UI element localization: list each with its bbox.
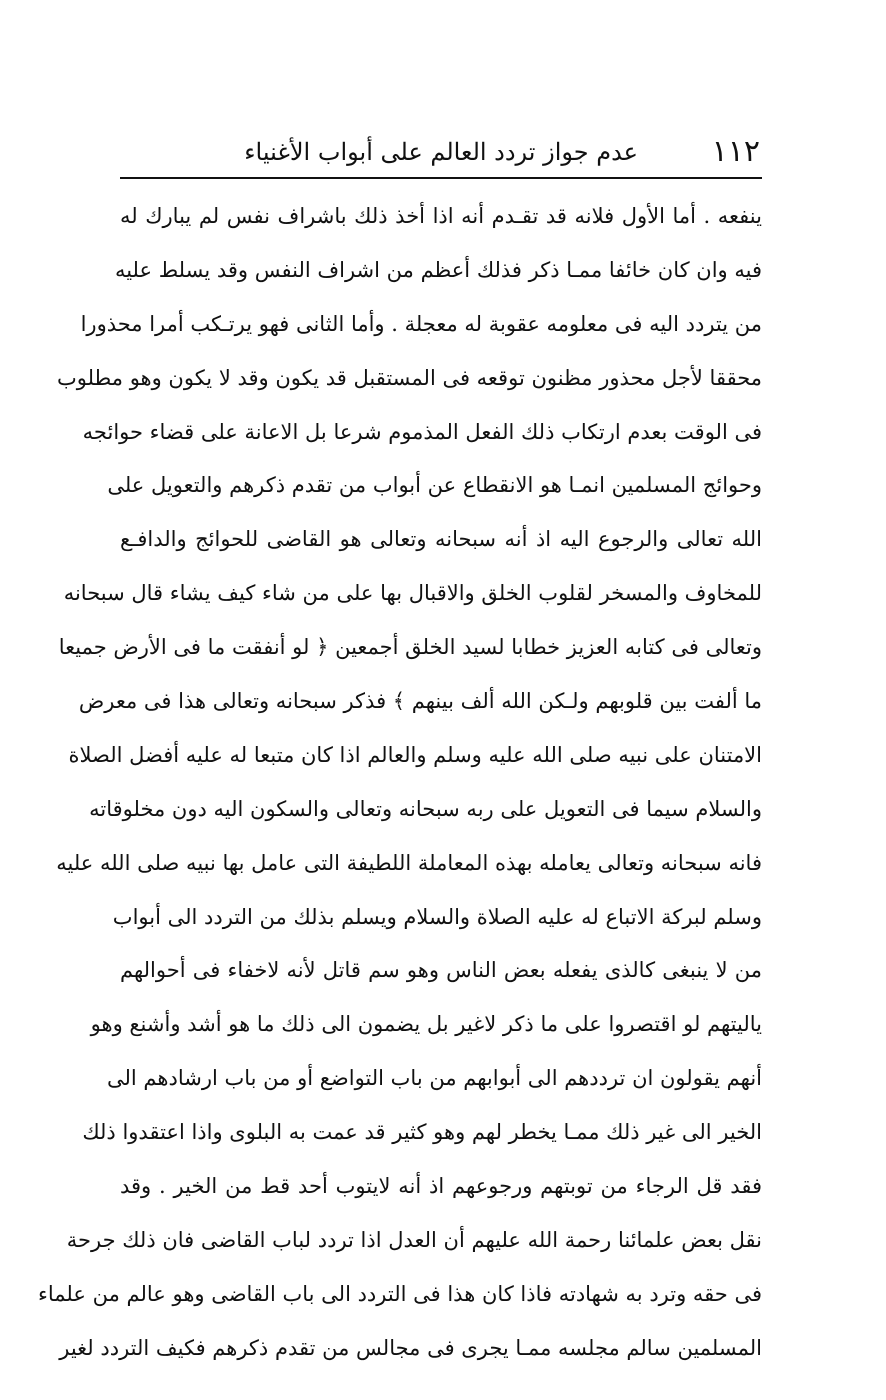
- text-line: من لا ينبغى كالذى يفعله بعض الناس وهو سم قاتل لأنه لاخفاء فى أحوالهم: [120, 958, 762, 983]
- page-header: [120, 128, 760, 176]
- text-line: المسلمين سالم مجلسه ممـا يجرى فى مجالس من تقدم ذكرهم فكيف التردد لغير: [59, 1335, 762, 1360]
- text-line: الامتنان على نبيه صلى الله عليه وسلم والعالم اذا كان متبعا له عليه أفضل الصلاة: [68, 742, 762, 767]
- text-line: وتعالى فى كتابه العزيز خطابا لسيد الخلق أجمعين ﴿ لو أنفقت ما فى الأرض جميعا: [58, 635, 762, 660]
- text-line: ما ألفت بين قلوبهم ولـكن الله ألف بينهم ﴾ فذكر سبحانه وتعالى هذا فى معرض: [78, 689, 762, 714]
- text-line: الخير الى غير ذلك ممـا يخطر لهم وهو كثير قد عمت به البلوى واذا اعتقدوا ذلك: [82, 1120, 762, 1145]
- text-line: وسلم لبركة الاتباع له عليه الصلاة والسلام ويسلم بذلك من التردد الى أبواب: [112, 904, 762, 929]
- running-title: عدم جواز تردد العالم على أبواب الأغنياء: [244, 138, 638, 166]
- text-line: للمخاوف والمسخر لقلوب الخلق والاقبال بها على من شاء كيف يشاء قال سبحانه: [63, 581, 762, 606]
- header-rule: [120, 177, 762, 179]
- text-line: وحوائج المسلمين انمـا هو الانقطاع عن أبواب من تقدم ذكرهم والتعويل على: [107, 473, 762, 498]
- text-line: فانه سبحانه وتعالى يعامله بهذه المعاملة اللطيفة التى عامل بها نبيه صلى الله عليه: [56, 850, 762, 875]
- text-line: فى الوقت بعدم ارتكاب ذلك الفعل المذموم شرعا بل الاعانة على قضاء حوائجه: [82, 419, 762, 444]
- text-line: فقد قل الرجاء من توبتهم ورجوعهم اذ أنه لايتوب أحد قط من الخير . وقد: [120, 1174, 762, 1199]
- text-line: من يتردد اليه فى معلومه عقوبة له معجلة . وأما الثانى فهو يرتـكب أمرا محذورا: [80, 311, 762, 336]
- text-line: الله تعالى والرجوع اليه اذ أنه سبحانه وتعالى هو القاضى للحوائج والدافـع: [120, 527, 762, 552]
- body-text: [38, 190, 762, 1376]
- text-line: أنهم يقولون ان ترددهم الى أبوابهم من باب التواضع أو من باب ارشادهم الى: [107, 1066, 762, 1091]
- text-line: فيه وان كان خائفا ممـا ذكر فذلك أعظم من اشراف النفس وقد يسلط عليه: [114, 257, 762, 282]
- text-line: فى حقه وترد به شهادته فاذا كان هذا فى التردد الى باب القاضى وهو عالم من علماء: [38, 1281, 762, 1306]
- text-line: نقل بعض علمائنا رحمة الله عليهم أن العدل اذا تردد لباب القاضى فان ذلك جرحة: [66, 1227, 762, 1252]
- text-line: والسلام سيما فى التعويل على ربه سبحانه وتعالى والسكون اليه دون مخلوقاته: [89, 796, 762, 821]
- text-line: ياليتهم لو اقتصروا على ما ذكر لاغير بل يضمون الى ذلك ما هو أشد وأشنع وهو: [90, 1012, 762, 1037]
- page-number: ١١٢: [711, 134, 760, 169]
- text-line: ينفعه . أما الأول فلانه قد تقـدم أنه اذا أخذ ذلك باشراف نفس لم يبارك له: [120, 204, 762, 228]
- text-line: محققا لأجل محذور مظنون توقعه فى المستقبل قد يكون وقد لا يكون وهو مطلوب: [56, 365, 762, 390]
